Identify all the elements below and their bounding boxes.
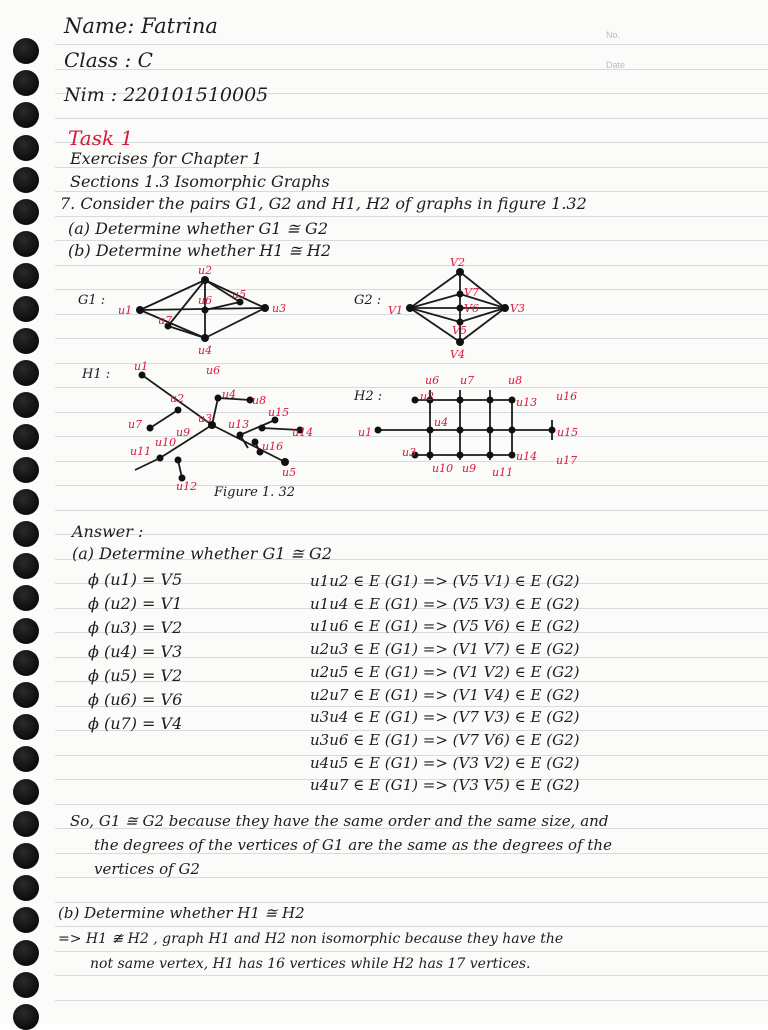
h2-label-u8: u8 — [508, 374, 523, 387]
g2-name-label: G2 : — [354, 293, 382, 308]
g1-label-u4: u4 — [198, 344, 213, 357]
h1-label-u4: u4 — [222, 388, 237, 401]
edge-mapping-item: u1u2 ∈ E (G1) => (V5 V1) ∈ E (G2) — [310, 572, 580, 590]
task-chapter: Exercises for Chapter 1 — [70, 149, 263, 168]
h2-label-u16: u16 — [556, 390, 578, 403]
h2-label-u6: u6 — [425, 374, 440, 387]
answer-part-b-heading: (b) Determine whether H1 ≅ H2 — [58, 904, 305, 922]
no-label: No. — [606, 30, 621, 40]
task-part-b: (b) Determine whether H1 ≅ H2 — [68, 241, 332, 260]
binder-hole — [13, 585, 39, 611]
g1-label-u5: u5 — [232, 288, 247, 301]
g1-label-u1: u1 — [118, 304, 133, 317]
h1-label-u14: u14 — [292, 426, 314, 439]
binder-hole — [13, 875, 39, 901]
binder-hole — [13, 102, 39, 128]
part-b-line-2: not same vertex, H1 has 16 vertices while H2 has 17 vertices. — [90, 956, 531, 972]
binder-hole — [13, 940, 39, 966]
g1-name-label: G1 : — [78, 293, 106, 308]
task-question: 7. Consider the pairs G1, G2 and H1, H2 of graphs in figure 1.32 — [60, 194, 587, 213]
g2-label-v3: V3 — [510, 302, 525, 315]
h1-label-u12: u12 — [176, 480, 198, 493]
ruled-line — [55, 926, 768, 927]
ruled-line — [55, 191, 768, 192]
h1-label-u7: u7 — [128, 418, 143, 431]
conclusion-line-2: the degrees of the vertices of G1 are the same as the degrees of the — [94, 836, 612, 854]
mapping-item: ϕ (u3) = V2 — [88, 618, 183, 637]
student-name: Name: Fatrina — [64, 14, 218, 38]
h2-label-u14: u14 — [516, 450, 538, 463]
answer-title: Answer : — [72, 522, 144, 541]
h2-label-u7: u7 — [460, 374, 475, 387]
g1-label-u3: u3 — [272, 302, 287, 315]
mapping-item: ϕ (u7) = V4 — [88, 714, 183, 733]
date-label: Date — [606, 60, 626, 70]
h1-label-u11: u11 — [130, 445, 152, 458]
h2-label-u2: u2 — [420, 390, 435, 403]
binder-hole — [13, 811, 39, 837]
ruled-line — [55, 951, 768, 952]
h1-label-u10: u10 — [155, 436, 177, 449]
h1-label-u13: u13 — [228, 418, 250, 431]
g2-label-v2: V2 — [450, 256, 465, 269]
g1-label-u7: u7 — [158, 314, 173, 327]
h2-name-label: H2 : — [354, 389, 383, 404]
g2-label-v1: V1 — [388, 304, 403, 317]
h1-label-u1: u1 — [134, 360, 149, 373]
binder-hole — [13, 779, 39, 805]
graph-h1 — [81, 360, 313, 493]
g1-label-u6: u6 — [198, 294, 213, 307]
graph-g1 — [78, 264, 286, 357]
edge-mapping-item: u4u5 ∈ E (G1) => (V3 V2) ∈ E (G2) — [310, 753, 580, 772]
mapping-item: ϕ (u5) = V2 — [88, 666, 183, 685]
binder-hole — [13, 907, 39, 933]
binder-hole — [13, 843, 39, 869]
h2-label-u3: u3 — [402, 446, 417, 459]
ruled-line — [55, 804, 768, 805]
binder-hole — [13, 972, 39, 998]
edge-mapping-item: u4u7 ∈ E (G1) => (V3 V5) ∈ E (G2) — [310, 776, 580, 795]
h1-label-u3: u3 — [198, 412, 213, 425]
graph-h2 — [353, 374, 578, 479]
binder-hole — [13, 199, 39, 225]
binder-hole — [13, 1004, 39, 1030]
g2-label-v6: V6 — [464, 302, 479, 315]
ruled-line — [55, 44, 768, 45]
task-part-a: (a) Determine whether G1 ≅ G2 — [68, 219, 329, 238]
figure-caption: Figure 1. 32 — [214, 485, 295, 500]
ruled-line — [55, 142, 768, 143]
graph-g2 — [354, 256, 525, 361]
edge-mapping-item: u1u4 ∈ E (G1) => (V5 V3) ∈ E (G2) — [310, 594, 580, 613]
h2-label-u10: u10 — [432, 462, 454, 475]
ruled-line — [55, 975, 768, 976]
h2-label-u4: u4 — [434, 416, 449, 429]
h2-label-u9: u9 — [462, 462, 477, 475]
h1-label-u2: u2 — [170, 392, 185, 405]
h2-label-u1: u1 — [358, 426, 373, 439]
binder-hole — [13, 521, 39, 547]
g2-label-v4: V4 — [450, 348, 465, 361]
conclusion-line-3: vertices of G2 — [94, 860, 200, 878]
binder-hole — [13, 618, 39, 644]
mapping-item: ϕ (u4) = V3 — [88, 642, 183, 661]
edge-mapping-item: u2u5 ∈ E (G1) => (V1 V2) ∈ E (G2) — [310, 662, 580, 681]
h1-label-u16: u16 — [262, 440, 284, 453]
binder-hole — [13, 553, 39, 579]
task-title: Task 1 — [68, 126, 134, 150]
mapping-item: ϕ (u2) = V1 — [88, 594, 183, 613]
mapping-item: ϕ (u6) = V6 — [88, 690, 183, 709]
binder-hole — [13, 38, 39, 64]
ruled-line — [55, 534, 768, 535]
g2-label-v5: V5 — [452, 324, 467, 337]
h2-label-u17: u17 — [556, 454, 578, 467]
answer-part-a-heading: (a) Determine whether G1 ≅ G2 — [72, 544, 333, 563]
part-b-line-1: => H1 ≇ H2 , graph H1 and H2 non isomorphic because they have the — [58, 931, 564, 947]
g2-label-v7: V7 — [464, 286, 479, 299]
edge-mapping-item: u2u7 ∈ E (G1) => (V1 V4) ∈ E (G2) — [310, 685, 580, 704]
h1-label-u15: u15 — [268, 406, 290, 419]
h1-label-u5: u5 — [282, 466, 297, 479]
h2-label-u15: u15 — [557, 426, 579, 439]
binder-hole — [13, 70, 39, 96]
edge-mapping-item: u2u3 ∈ E (G1) => (V1 V7) ∈ E (G2) — [310, 640, 580, 659]
binder-hole — [13, 650, 39, 676]
student-nim: Nim : 220101510005 — [64, 84, 269, 106]
conclusion-line-1: So, G1 ≅ G2 because they have the same order and the same size, and — [70, 812, 609, 830]
h2-label-u13: u13 — [516, 396, 538, 409]
g1-label-u2: u2 — [198, 264, 213, 277]
ruled-line — [55, 1000, 768, 1001]
edge-mapping-item: u3u6 ∈ E (G1) => (V7 V6) ∈ E (G2) — [310, 730, 580, 749]
h1-label-u9: u9 — [176, 426, 191, 439]
h1-label-u8: u8 — [252, 394, 267, 407]
binder-hole — [13, 135, 39, 161]
binder-hole — [13, 746, 39, 772]
edge-mapping-item: u3u4 ∈ E (G1) => (V7 V3) ∈ E (G2) — [310, 708, 580, 727]
student-class: Class : C — [64, 48, 153, 72]
binder-hole — [13, 714, 39, 740]
mapping-item: ϕ (u1) = V5 — [88, 570, 183, 589]
task-section: Sections 1.3 Isomorphic Graphs — [70, 172, 330, 191]
ruled-line — [55, 216, 768, 217]
figure-1-32 — [0, 250, 768, 510]
h2-label-u11: u11 — [492, 466, 514, 479]
h1-label-u6: u6 — [206, 364, 221, 377]
ruled-line — [55, 902, 768, 903]
binder-hole — [13, 682, 39, 708]
h1-name-label: H1 : — [82, 367, 111, 382]
ruled-line — [55, 118, 768, 119]
edge-mapping-item: u1u6 ∈ E (G1) => (V5 V6) ∈ E (G2) — [310, 617, 580, 636]
binder-hole — [13, 167, 39, 193]
ruled-line — [55, 69, 768, 70]
